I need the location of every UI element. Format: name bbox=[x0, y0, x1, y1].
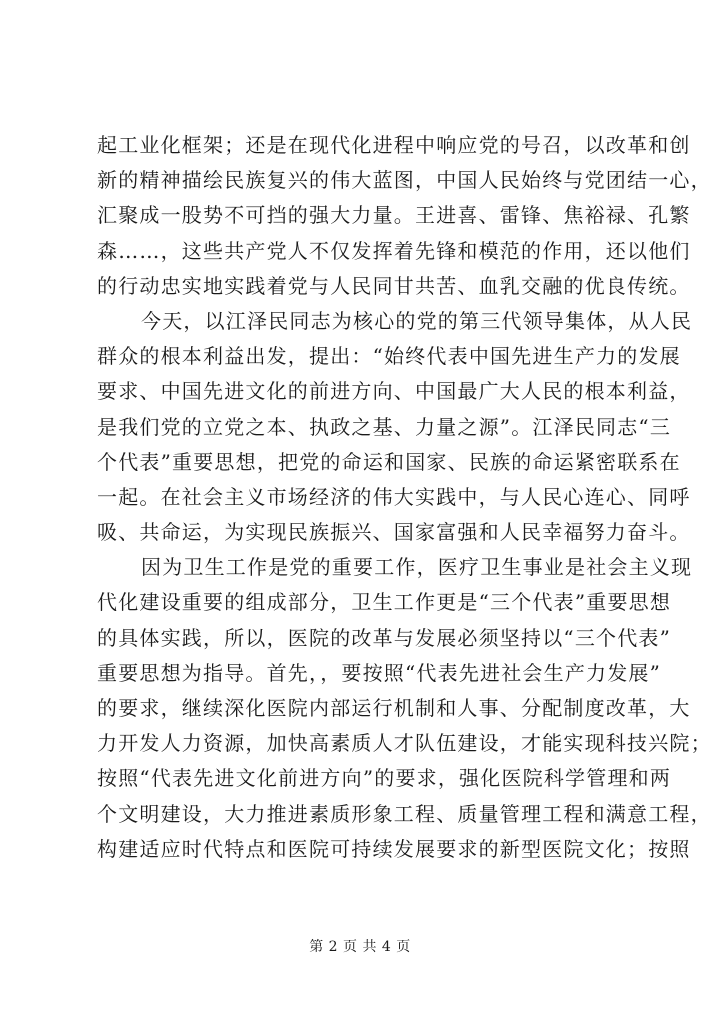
text-line: 的行动忠实地实践着党与人民同甘共苦、血乳交融的优良传统。 bbox=[97, 273, 691, 298]
text-line: 代化建设重要的组成部分，卫生工作更是“三个代表”重要思想 bbox=[97, 590, 672, 615]
text-line: 是我们党的立党之本、执政之基、力量之源”。江泽民同志“三 bbox=[97, 414, 672, 439]
text-line: 新的精神描绘民族复兴的伟大蓝图，中国人民始终与党团结一心， bbox=[97, 168, 712, 193]
text-line: 个代表”重要思想，把党的命运和国家、民族的命运紧密联系在 bbox=[97, 449, 681, 474]
page-number-footer: 第 2 页 共 4 页 bbox=[309, 939, 411, 955]
text-line: 构建适应时代特点和医院可持续发展要求的新型医院文化；按照 bbox=[97, 836, 691, 861]
text-line: 森……，这些共产党人不仅发挥着先锋和模范的作用，还以他们 bbox=[97, 238, 691, 263]
text-line: 起工业化框架；还是在现代化进程中响应党的号召，以改革和创 bbox=[97, 133, 691, 157]
text-line: 按照“代表先进文化前进方向”的要求，强化医院科学管理和两 bbox=[97, 766, 672, 791]
text-line: 汇聚成一股势不可挡的强大力量。王进喜、雷锋、焦裕禄、孔繁 bbox=[97, 203, 691, 228]
text-line: 重要思想为指导。首先，，要按照“代表先进社会生产力发展” bbox=[97, 660, 662, 685]
text-line: 的要求，继续深化医院内部运行机制和人事、分配制度改革，大 bbox=[97, 696, 691, 720]
text-line: 力开发人力资源，加快高素质人才队伍建设，才能实现科技兴院； bbox=[97, 731, 712, 756]
body-text bbox=[97, 128, 712, 867]
text-line: 吸、共命运，为实现民族振兴、国家富强和人民幸福努力奋斗。 bbox=[97, 520, 691, 545]
text-line: 一起。在社会主义市场经济的伟大实践中，与人民心连心、同呼 bbox=[97, 484, 691, 509]
text-line: 的具体实践，所以，医院的改革与发展必须坚持以“三个代表” bbox=[97, 625, 672, 650]
text-line: 因为卫生工作是党的重要工作，医疗卫生事业是社会主义现 bbox=[141, 555, 693, 580]
text-line: 群众的根本利益出发，提出：“始终代表中国先进生产力的发展 bbox=[97, 344, 681, 369]
text-line: 个文明建设，大力推进素质形象工程、质量管理工程和满意工程， bbox=[97, 801, 712, 826]
text-line: 今天，以江泽民同志为核心的党的第三代领导集体，从人民 bbox=[141, 308, 693, 333]
text-line: 要求、中国先进文化的前进方向、中国最广大人民的根本利益， bbox=[97, 379, 691, 404]
